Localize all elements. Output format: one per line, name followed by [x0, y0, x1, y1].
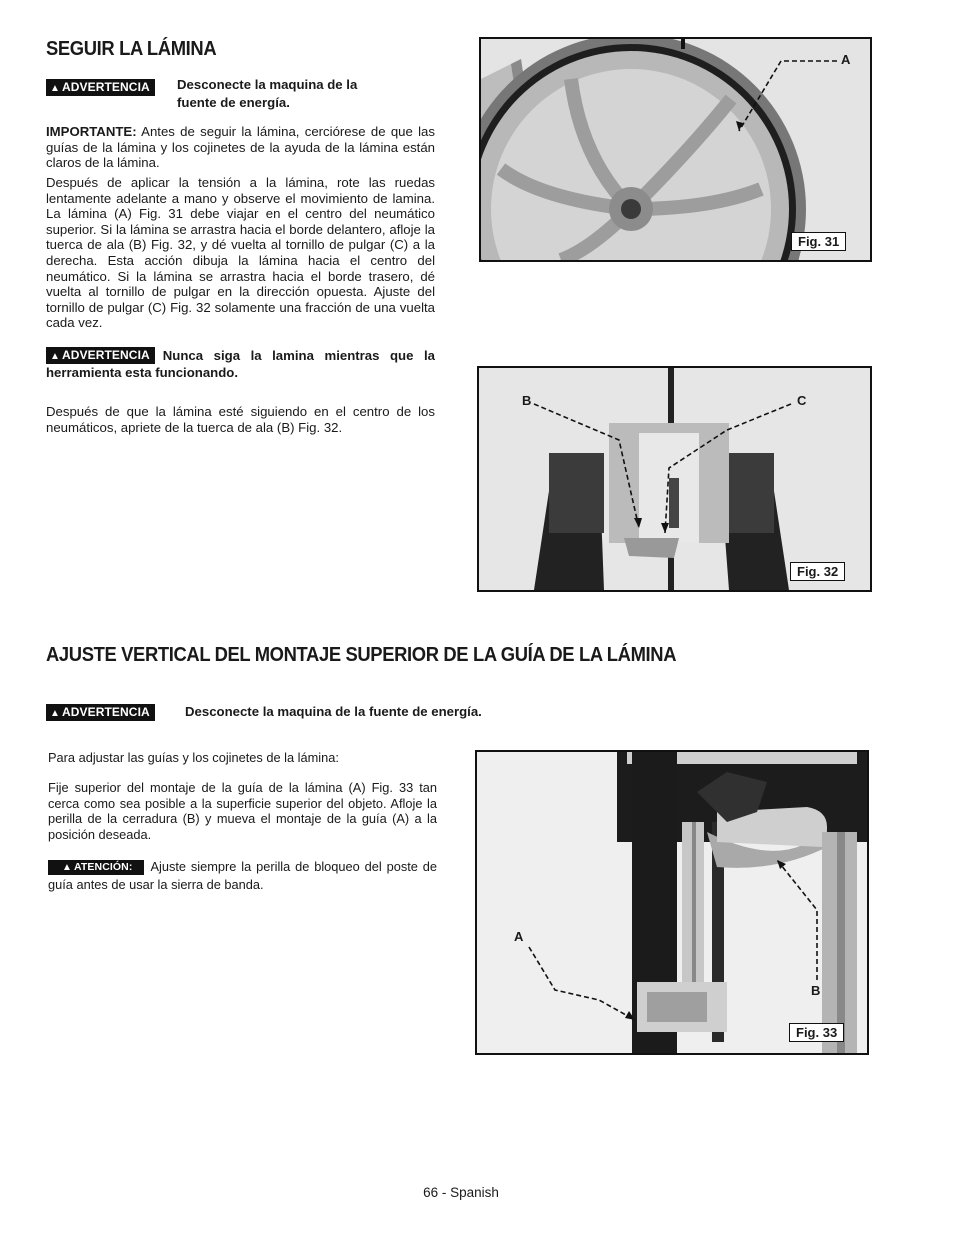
warning-triangle-icon: ▲ [62, 862, 72, 873]
warning-text: Desconecte la maquina de la fuente de energía. [177, 77, 358, 110]
tracking-paragraph: Después de aplicar la tensión a la lámina, rote las ruedas lentamente adelante a mano y observe el movimiento de lamina. La lámina (A) Fig. 31 debe viajar en el centro del neumático superior. Si la lámina se arrastra hacia el borde delantero, afloje la tuerca de ala (B) Fig. 32, y dé vuelta al tornillo de pulgar (C) a la derecha. Esta acción dibuja la lámina hacia el centro del neumático. Si la lámina se arrastra hacia el borde trasero, dé vuelta al tornillo de pulgar en la dirección opuesta. Ajuste del tornillo de pulgar (C) Fig. 32 solamente una fracción de una vuelta cada vez. [46, 175, 435, 331]
fig32-callout-lines [479, 368, 870, 590]
warning-badge-3: ▲ ADVERTENCIA [46, 703, 155, 721]
warning-triangle-icon: ▲ [50, 708, 60, 719]
tighten-paragraph: Después de que la lámina esté siguiendo en el centro de los neumáticos, apriete de la tuerca de ala (B) Fig. 32. [46, 404, 435, 435]
fig31-callout-lines [481, 39, 870, 260]
warning-block-2: ▲ ADVERTENCIA Nunca siga la lamina mientras que la herramienta esta funcionando. [46, 348, 435, 380]
section-title-seguir: SEGUIR LA LÁMINA [46, 38, 217, 60]
adjust-intro: Para adjustar las guías y los cojinetes de la lámina: [48, 750, 339, 765]
callout-b: B [522, 393, 532, 408]
figure-32 [477, 366, 872, 592]
callout-a: A [514, 929, 524, 944]
fig32-label: Fig. 32 [790, 562, 845, 581]
warning-badge: ▲ ADVERTENCIA [46, 78, 155, 96]
callout-a: A [841, 52, 851, 67]
important-paragraph: IMPORTANTE: Antes de seguir la lámina, cerciórese de que las guías de la lámina y los cojinetes de la ayuda de la lámina están claros de la lámina. [46, 124, 435, 171]
fig33-callout-lines [477, 752, 867, 1053]
callout-c: C [797, 393, 807, 408]
figure-31 [479, 37, 872, 262]
adjust-paragraph: Fije superior del montaje de la guía de la lámina (A) Fig. 33 tan cerca como sea posible a la superficie superior del objeto. Afloje la perilla de la cerradura (B) y mueva el montaje de la guía (A) a la posición deseada. [48, 780, 437, 842]
callout-b: B [811, 983, 821, 998]
warning-triangle-icon: ▲ [50, 351, 60, 362]
caution-block: ▲ ATENCIÓN: Ajuste siempre la perilla de bloqueo del poste de guía antes de usar la sierra de banda. [48, 859, 437, 892]
section-title-ajuste: AJUSTE VERTICAL DEL MONTAJE SUPERIOR DE LA GUÍA DE LA LÁMINA [46, 644, 677, 666]
warning-triangle-icon: ▲ [50, 83, 60, 94]
fig33-label: Fig. 33 [789, 1023, 844, 1042]
figure-33 [475, 750, 869, 1055]
page-number: 66 - Spanish [423, 1185, 499, 1200]
fig31-label: Fig. 31 [791, 232, 846, 251]
warning-text-3: Desconecte la maquina de la fuente de energía. [185, 704, 482, 719]
